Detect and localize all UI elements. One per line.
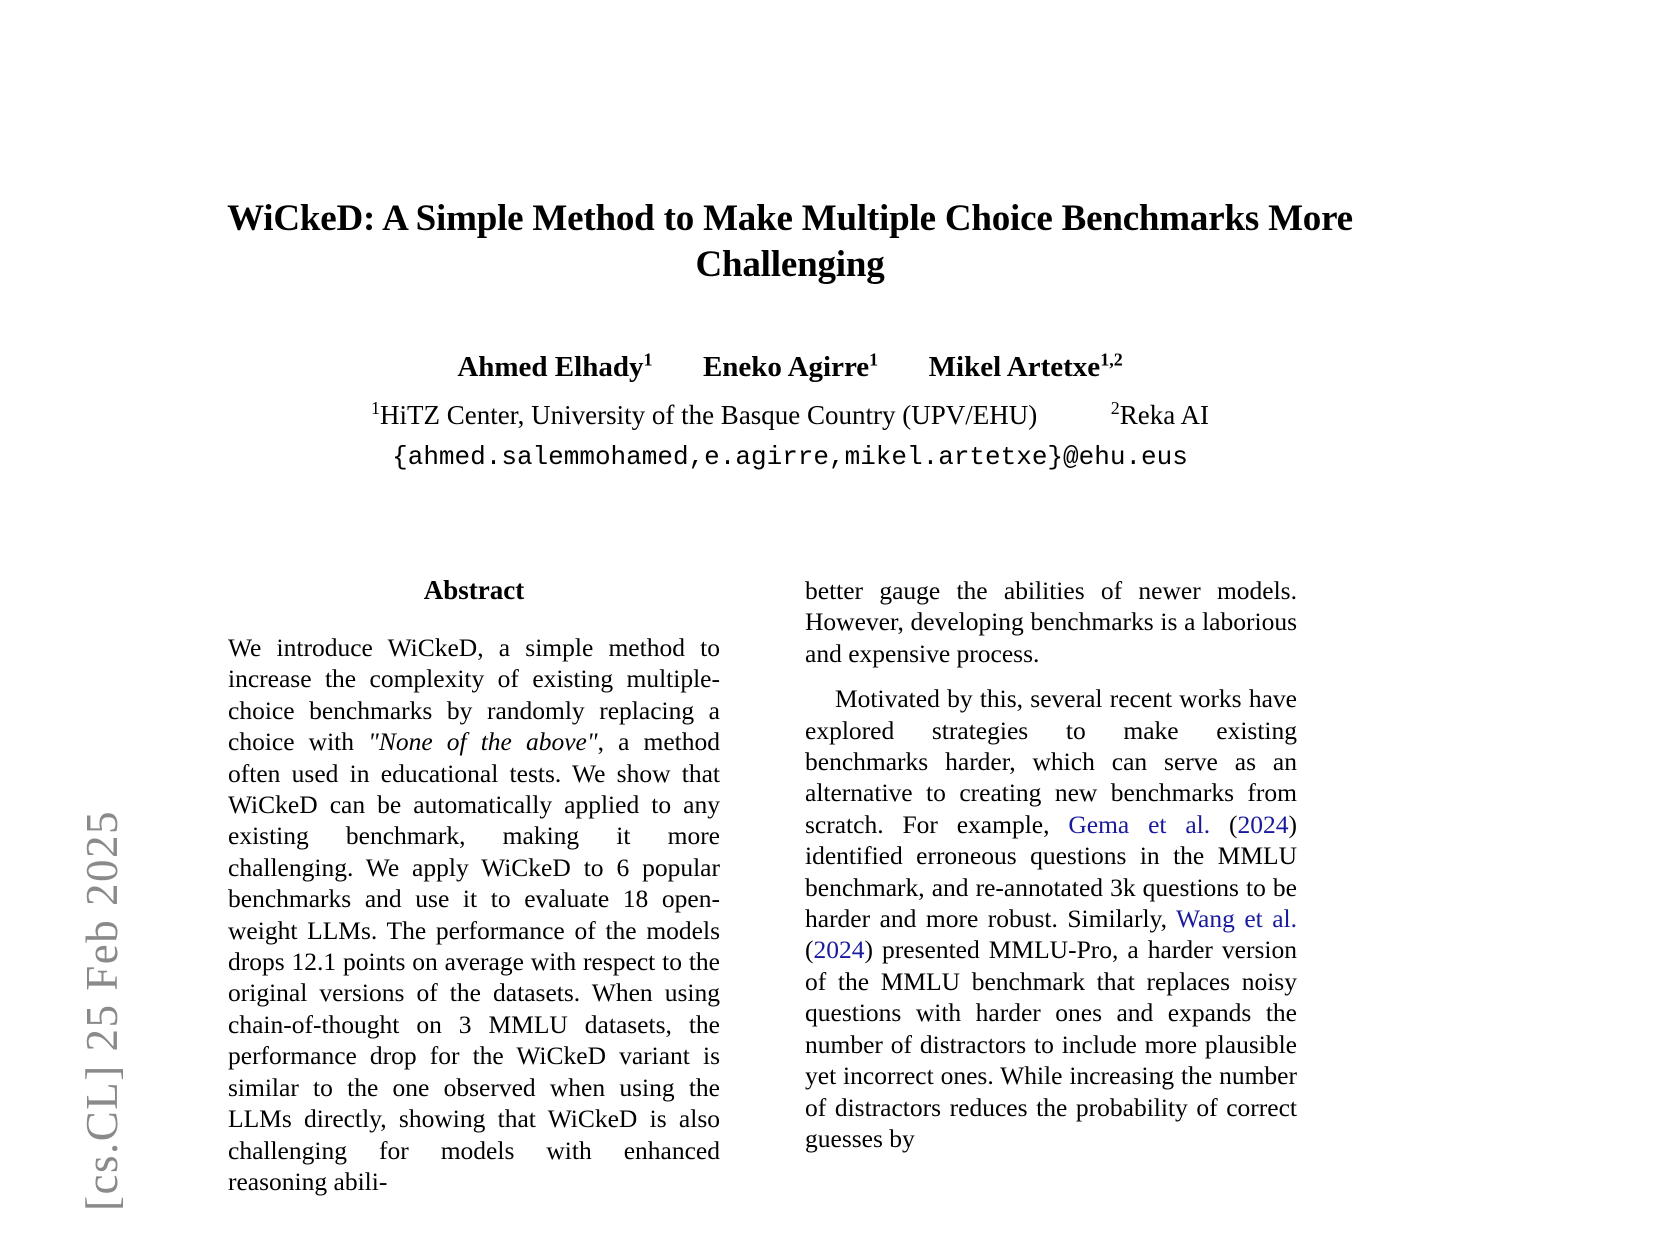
intro-text-5: ) presented MMLU-Pro, a harder version of the MMLU benchmark that replaces noisy questions with harder ones and expands the number of distractors to include more plausible yet incorrect ones. While increasing the number of distractors reduces the probability of correct guesses by: [805, 935, 1297, 1153]
affiliation-name: Reka AI: [1119, 399, 1210, 430]
author-name: Ahmed Elhady: [457, 351, 644, 383]
citation-link-gema[interactable]: Gema et al.: [1068, 809, 1211, 839]
author-list: [195, 350, 1385, 385]
title-block: [195, 196, 1385, 289]
abstract-heading: Abstract: [423, 575, 525, 605]
author-entry: [703, 351, 878, 383]
arxiv-identifier-stamp: [cs.CL] 25 Feb 2025: [77, 810, 127, 1211]
author-name: Eneko Agirre: [702, 351, 870, 383]
author-name: Mikel Artetxe: [928, 351, 1101, 383]
intro-paragraph-continued: better gauge the abilities of newer models. However, developing benchmarks is a laborious and expensive process.: [805, 576, 1297, 668]
left-column: [228, 575, 720, 1245]
citation-link-wang-year[interactable]: 2024: [813, 935, 865, 965]
citation-link-gema-year[interactable]: 2024: [1237, 809, 1289, 839]
two-column-body: [228, 575, 1393, 1245]
author-entry: [929, 351, 1123, 383]
intro-text-2: (: [1210, 809, 1238, 839]
intro-text-3: ) identified erroneous questions in the MMLU benchmark, and re-annotated 3k questions to be harder and more robust. Similarly,: [805, 809, 1297, 934]
author-entry: [457, 351, 652, 383]
abstract-text-1: We introduce WiCkeD, a simple method to increase the complexity of existing multiple-choice benchmarks by randomly replacing a choice with: [228, 633, 720, 757]
affiliation-mark: 2: [1110, 397, 1120, 418]
author-affiliation-mark: 1: [643, 349, 653, 370]
affiliation-entry: [1110, 397, 1210, 430]
abstract-paragraph: [228, 632, 720, 1197]
affiliation-list: [195, 399, 1385, 431]
affiliation-mark: 1: [370, 397, 380, 418]
paragraph-spacer: [805, 669, 1297, 683]
affiliation-name: HiTZ Center, University of the Basque Country (UPV/EHU): [379, 399, 1038, 430]
abstract-quoted-phrase: "None of the above": [368, 727, 598, 757]
right-column: [805, 575, 1297, 1245]
author-affiliation-mark: 1: [869, 349, 879, 370]
author-affiliation-mark: 1,2: [1100, 349, 1123, 370]
author-emails: {ahmed.salemmohamed,e.agirre,mikel.artetxe}@ehu.eus: [392, 442, 1188, 473]
intro-text-1: Motivated by this, several recent works have explored strategies to make existing benchmarks harder, which can serve as an alternative to creating new benchmarks from scratch. For example,: [805, 684, 1297, 839]
authors-block: [195, 350, 1385, 472]
intro-paragraph-motivated: [805, 683, 1297, 1154]
affiliation-entry: [370, 397, 1038, 430]
citation-link-wang[interactable]: Wang et al.: [1176, 904, 1297, 934]
intro-text-4: (: [805, 935, 814, 965]
page-title: WiCkeD: A Simple Method to Make Multiple Choice Benchmarks More Challenging: [227, 198, 1353, 286]
abstract-text-2: , a method often used in educational tests. We show that WiCkeD can be automatically applied to any existing benchmark, making it more challenging. We apply WiCkeD to 6 popular benchmarks and use it to evaluate 18 open-weight LLMs. The performance of the models drops 12.1 points on average with respect to the original versions of the datasets. When using chain-of-thought on 3 MMLU datasets, the performance drop for the WiCkeD variant is similar to the one observed when using the LLMs directly, showing that WiCkeD is also challenging for models with enhanced reasoning abili-: [228, 727, 720, 1196]
